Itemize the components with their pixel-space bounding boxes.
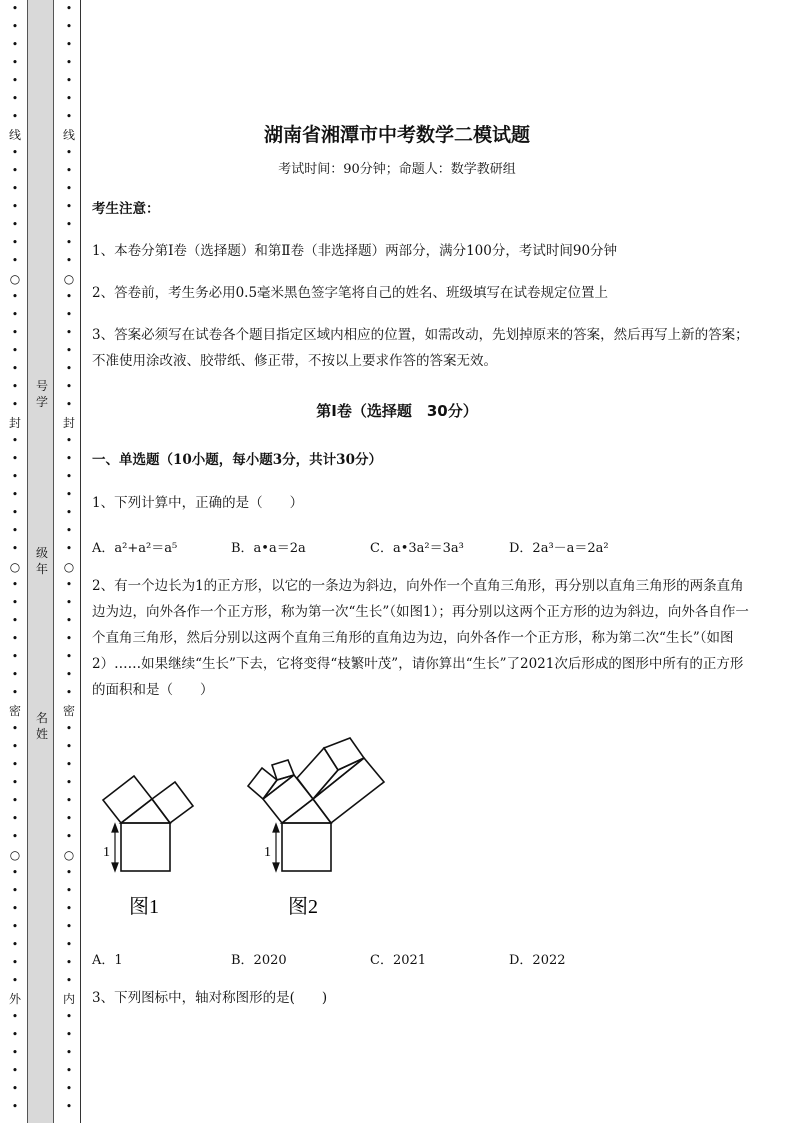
binding-dot: • [11,614,19,627]
binding-mark: 内 [62,992,75,1006]
binding-dot: • [11,290,19,303]
binding-dot: • [11,722,19,735]
binding-dot: • [65,1028,73,1041]
field-grade-label: 级 年 [35,546,48,576]
binding-mark: ○ [63,848,75,862]
binding-dot: • [65,56,73,69]
binding-dot: • [65,398,73,411]
binding-dot: • [11,884,19,897]
binding-dot: • [65,92,73,105]
binding-dot: • [65,542,73,555]
binding-dot: • [65,1010,73,1023]
binding-dot: • [11,1010,19,1023]
binding-dot: • [65,110,73,123]
binding-dot: • [65,596,73,609]
q2-option-b[interactable]: B．2020 [231,953,287,968]
binding-dot: • [65,1064,73,1077]
binding-dot: • [11,20,19,33]
binding-dot: • [65,380,73,393]
binding-dot: • [11,56,19,69]
binding-dot: • [65,326,73,339]
binding-dot: • [65,506,73,519]
notice-item-2: 2、答卷前，考生务必用0.5毫米黑色签字笔将自己的姓名、班级填写在试卷规定位置上 [92,285,609,301]
binding-dot: • [11,812,19,825]
binding-dot: • [11,1046,19,1059]
fig1-caption: 图1 [129,896,159,918]
binding-dot: • [11,308,19,321]
binding-dot: • [65,614,73,627]
growth-figures [92,730,412,930]
binding-dot: • [65,632,73,645]
binding-dot: • [65,182,73,195]
q2-option-a[interactable]: A．1 [92,953,123,968]
binding-dot: • [11,254,19,267]
binding-mark: ○ [63,560,75,574]
q2-option-c[interactable]: C．2021 [370,953,427,968]
binding-dot: • [65,164,73,177]
question-3-stem: 3、下列图标中，轴对称图形的是( ) [92,990,328,1006]
binding-dot: • [11,488,19,501]
binding-dot: • [65,974,73,987]
binding-dot: • [11,668,19,681]
fig2-side-label: 1 [264,845,271,860]
binding-dot: • [11,236,19,249]
binding-dot: • [11,506,19,519]
binding-dot: • [11,776,19,789]
q2-option-d[interactable]: D．2022 [509,953,566,968]
binding-dot: • [65,308,73,321]
binding-dot: • [11,542,19,555]
binding-dot: • [11,866,19,879]
fig1-side-label: 1 [103,845,110,860]
binding-dot: • [65,686,73,699]
binding-dot: • [65,524,73,537]
binding-dot: • [65,254,73,267]
binding-mark: ○ [9,560,21,574]
part-heading: 一、单选题（10小题，每小题3分，共计30分） [92,452,382,468]
binding-mark: 密 [62,704,75,718]
binding-dot: • [65,812,73,825]
binding-dot: • [11,398,19,411]
notice-heading: 考生注意： [92,201,160,217]
binding-dot: • [65,488,73,501]
binding-dot: • [65,722,73,735]
binding-dot: • [65,758,73,771]
binding-dot: • [11,362,19,375]
binding-dot: • [65,1082,73,1095]
notice-item-3: 3、答案必须写在试卷各个题目指定区域内相应的位置，如需改动，先划掉原来的答案，然后再写上新的答案；不准使用涂改液、胶带纸、修正带，不按以上要求作答的答案无效。 [92,327,749,369]
binding-dot: • [65,578,73,591]
binding-dot: • [11,182,19,195]
binding-dot: • [65,650,73,663]
binding-dot: • [65,740,73,753]
binding-dot: • [65,20,73,33]
binding-dot: • [65,902,73,915]
binding-dot: • [11,74,19,87]
q1-option-a[interactable]: A．a²+a²＝a⁵ [92,541,178,556]
binding-dot: • [65,884,73,897]
binding-dot: • [11,830,19,843]
binding-dot: • [11,758,19,771]
binding-mark: 线 [62,128,75,142]
binding-dot: • [65,1046,73,1059]
binding-dot: • [11,38,19,51]
binding-dot: • [11,164,19,177]
page-title: 湖南省湘潭市中考数学二模试题 [263,124,530,146]
binding-dot: • [11,110,19,123]
binding-dot: • [11,470,19,483]
binding-dot: • [65,938,73,951]
binding-dot: • [65,290,73,303]
binding-dot: • [11,1028,19,1041]
binding-dot: • [11,200,19,213]
binding-dot: • [65,236,73,249]
field-name-label: 名 姓 [35,711,48,741]
q1-option-d[interactable]: D．2a³－a＝2a² [509,541,609,556]
binding-dot: • [11,794,19,807]
binding-dot: • [65,2,73,15]
binding-dot: • [11,524,19,537]
binding-mark: ○ [9,848,21,862]
binding-dot: • [11,380,19,393]
binding-dot: • [11,740,19,753]
binding-dot: • [11,956,19,969]
binding-dot: • [11,578,19,591]
binding-mark: 封 [8,416,21,430]
binding-dot: • [11,938,19,951]
binding-dot: • [11,974,19,987]
binding-dot: • [11,2,19,15]
field-number-label: 号 学 [35,379,48,409]
section-title: 第Ⅰ卷（选择题 30分） [316,402,478,420]
binding-dot: • [11,686,19,699]
binding-mark: 外 [8,992,21,1006]
binding-dot: • [11,452,19,465]
binding-dot: • [11,596,19,609]
binding-mark: 密 [8,704,21,718]
question-1-stem: 1、下列计算中，正确的是（ ） [92,495,304,511]
binding-dot: • [11,344,19,357]
q1-option-c[interactable]: C．a•3a²＝3a³ [370,541,464,556]
binding-dot: • [11,650,19,663]
binding-mark: ○ [63,272,75,286]
q1-option-b[interactable]: B．a•a＝2a [231,541,306,556]
binding-dot: • [65,434,73,447]
binding-dot: • [65,218,73,231]
binding-dot: • [11,920,19,933]
binding-dot: • [65,1100,73,1113]
exam-subtitle: 考试时间：90分钟；命题人：数学教研组 [278,162,516,177]
binding-dot: • [11,146,19,159]
question-2-stem: 2、有一个边长为1的正方形，以它的一条边为斜边，向外作一个直角三角形，再分别以直角三角形的两条直角边为边，向外各作一个正方形，称为第一次“生长”（如图1）；再分别以这两个正方形的边为斜边，向外各自作一个直角三角形，然后分别以这两个直角三角形的直角边为边，向外各作一个正方形，称为第二次“生长”（如图2）……如果继续“生长”下去，它将变得“枝繁叶茂”，请你算出“生长”了2021次后形成的图形中所有的正方形的面积和是（ ） [92,578,749,698]
binding-dot: • [65,794,73,807]
binding-dot: • [65,866,73,879]
binding-dot: • [65,776,73,789]
binding-dot: • [65,470,73,483]
binding-dot: • [65,200,73,213]
binding-mark: ○ [9,272,21,286]
binding-dot: • [65,344,73,357]
binding-mark: 线 [8,128,21,142]
binding-dot: • [11,326,19,339]
binding-dot: • [65,452,73,465]
binding-dot: • [11,1064,19,1077]
notice-item-1: 1、本卷分第Ⅰ卷（选择题）和第Ⅱ卷（非选择题）两部分，满分100分，考试时间90分钟 [92,243,618,259]
binding-dot: • [65,668,73,681]
binding-dot: • [11,434,19,447]
fig2-caption: 图2 [288,896,318,918]
binding-dot: • [65,146,73,159]
binding-dot: • [11,218,19,231]
binding-dot: • [65,956,73,969]
binding-dot: • [11,902,19,915]
binding-dot: • [65,38,73,51]
binding-dot: • [11,632,19,645]
binding-dot: • [65,362,73,375]
binding-dot: • [65,830,73,843]
binding-dot: • [11,1100,19,1113]
binding-mark: 封 [62,416,75,430]
binding-dot: • [11,1082,19,1095]
binding-dot: • [65,920,73,933]
binding-dot: • [11,92,19,105]
binding-dot: • [65,74,73,87]
